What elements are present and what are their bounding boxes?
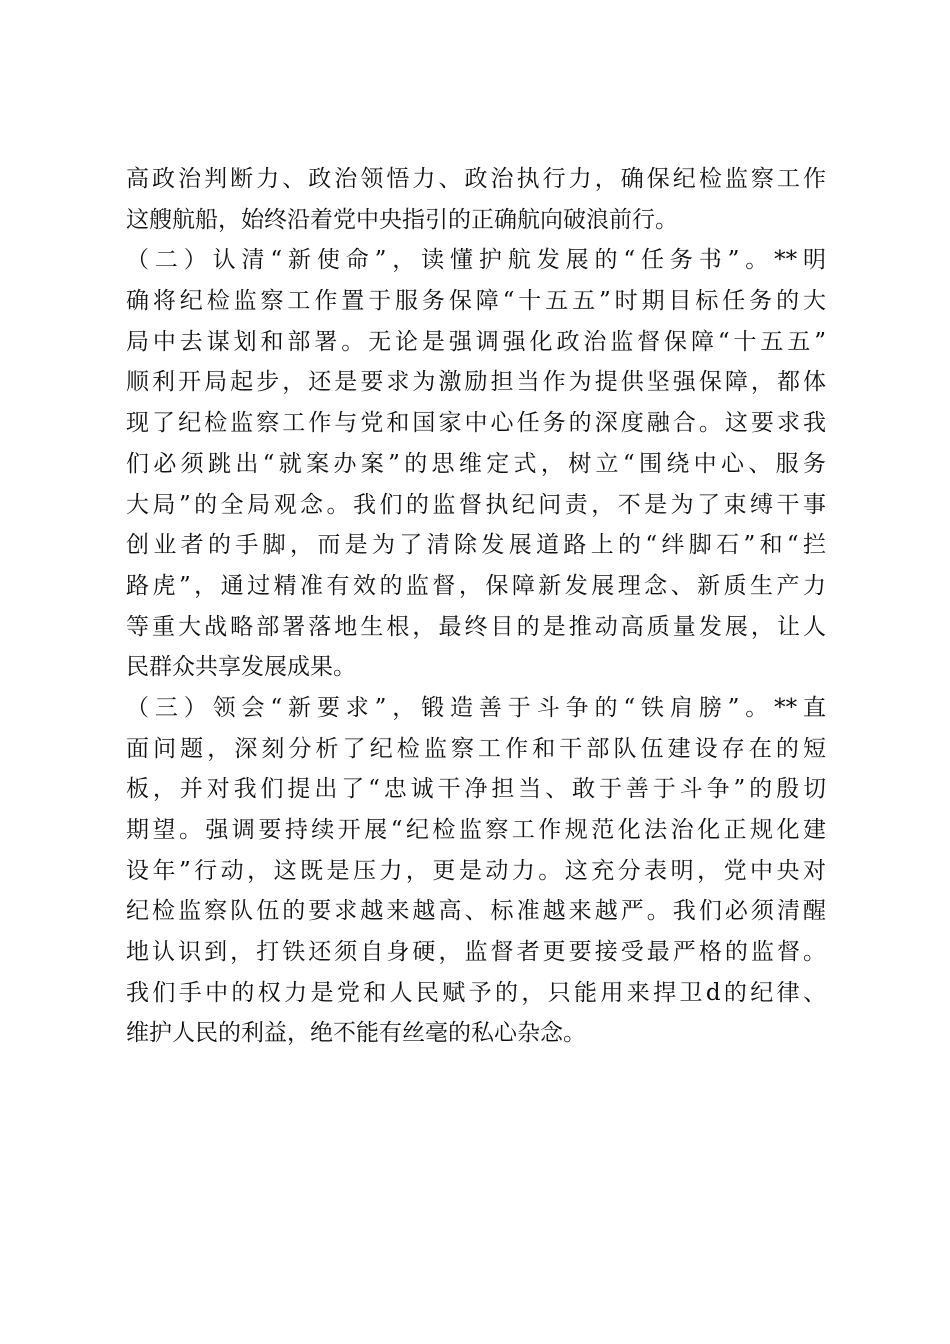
text-line: 期望。强调要持续开展“纪检监察工作规范化法治化正规化建 <box>126 817 826 843</box>
text-line: 面问题，深刻分析了纪检监察工作和干部队伍建设存在的短 <box>126 735 826 762</box>
paragraph-1 <box>126 159 826 240</box>
text-line: 们必须跳出“就案办案”的思维定式，树立“围绕中心、服务 <box>126 450 826 477</box>
text-line: （三）领会“新要求”，锻造善于斗争的“铁肩膀”。**直 <box>126 694 826 721</box>
text-line: 等重大战略部署落地生根，最终目的是推动高质量发展，让人 <box>126 613 826 640</box>
text-line: 顺利开局起步，还是要求为激励担当作为提供坚强保障，都体 <box>126 369 826 396</box>
text-line: 设年”行动，这既是压力，更是动力。这充分表明，党中央对 <box>126 857 826 884</box>
text-line: 维护人民的利益，绝不能有丝毫的私心杂念。 <box>126 1020 586 1047</box>
text-line: 现了纪检监察工作与党和国家中心任务的深度融合。这要求我 <box>126 410 826 437</box>
text-line: 高政治判断力、政治领悟力、政治执行力，确保纪检监察工作 <box>126 166 826 192</box>
text-line: 创业者的手脚，而是为了清除发展道路上的“绊脚石”和“拦 <box>126 532 826 559</box>
text-line: 这艘航船，始终沿着党中央指引的正确航向破浪前行。 <box>126 206 678 233</box>
text-line: 大局”的全局观念。我们的监督执纪问责，不是为了束缚干事 <box>126 491 826 518</box>
text-line: 我们手中的权力是党和人民赋予的，只能用来捍卫d的纪律、 <box>126 979 826 1006</box>
text-line: 确将纪检监察工作置于服务保障“十五五”时期目标任务的大 <box>126 288 826 315</box>
document-body <box>126 159 826 1054</box>
text-line: （二）认清“新使命”，读懂护航发展的“任务书”。**明 <box>126 247 826 274</box>
text-line: 地认识到，打铁还须自身硬，监督者更要接受最严格的监督。 <box>126 939 826 966</box>
text-line: 板，并对我们提出了“忠诚干净担当、敢于善于斗争”的殷切 <box>126 776 826 803</box>
paragraph-3 <box>126 688 826 1054</box>
text-line: 局中去谋划和部署。无论是强调强化政治监督保障“十五五” <box>126 328 826 355</box>
paragraph-2 <box>126 240 826 688</box>
text-line: 民群众共享发展成果。 <box>126 654 356 681</box>
text-line: 路虎”，通过精准有效的监督，保障新发展理念、新质生产力 <box>126 572 826 599</box>
text-line: 纪检监察队伍的要求越来越高、标准越来越严。我们必须清醒 <box>126 898 826 925</box>
